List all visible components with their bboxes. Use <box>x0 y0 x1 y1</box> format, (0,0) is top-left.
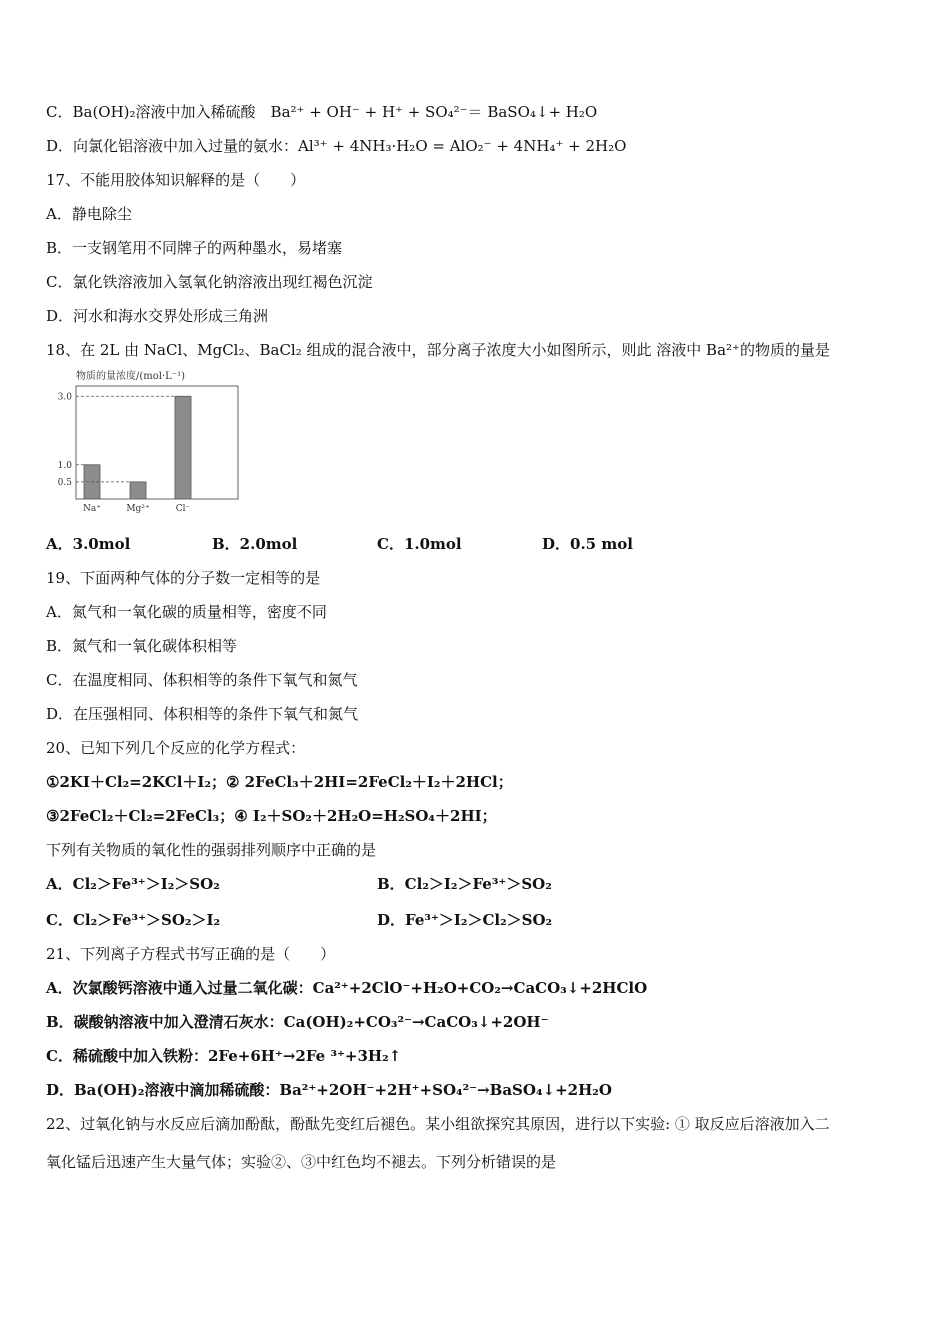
q17-option-d: D．河水和海水交界处形成三角洲 <box>46 307 269 325</box>
q16-option-d: D．向氯化铝溶液中加入过量的氨水：Al³⁺ + 4NH₃·H₂O = AlO₂⁻ + 4NH₄⁺ + 2H₂O <box>46 137 627 155</box>
q19-option-b: B．氮气和一氧化碳体积相等 <box>46 637 238 655</box>
q20-option-d: D．Fe³⁺＞I₂＞Cl₂＞SO₂ <box>377 911 553 929</box>
y-tick-label: 0.5 <box>57 477 72 488</box>
q21-option-c: C．稀硫酸中加入铁粉：2Fe+6H⁺→2Fe ³⁺+3H₂↑ <box>46 1047 402 1065</box>
q22-stem-2: 氧化锰后迅速产生大量气体；实验②、③中红色均不褪去。下列分析错误的是 <box>46 1153 557 1171</box>
q19-option-d: D．在压强相同、体积相等的条件下氧气和氮气 <box>46 705 359 723</box>
q20-option-a: A．Cl₂＞Fe³⁺＞I₂＞SO₂ <box>46 875 220 893</box>
q20-option-c: C．Cl₂＞Fe³⁺＞SO₂＞I₂ <box>46 911 221 929</box>
ion-concentration-chart <box>40 366 250 518</box>
category-label: Mg²⁺ <box>126 504 150 514</box>
y-tick-label: 1.0 <box>57 460 72 471</box>
q18-stem: 18、在 2L 由 NaCl、MgCl₂、BaCl₂ 组成的混合液中，部分离子浓度大小如图所示，则此 溶液中 Ba²⁺的物质的量是 <box>46 341 830 359</box>
q17-option-a: A．静电除尘 <box>46 205 132 223</box>
q19-stem: 19、下面两种气体的分子数一定相等的是 <box>46 569 321 587</box>
q18-option-a: A．3.0mol <box>46 535 131 553</box>
q22-stem-1: 22、过氧化钠与水反应后滴加酚酞，酚酞先变红后褪色。某小组欲探究其原因，进行以下实验: ① 取反应后溶液加入二 <box>46 1115 830 1133</box>
q17-option-b: B．一支钢笔用不同牌子的两种墨水，易堵塞 <box>46 239 343 257</box>
q17-option-c: C．氯化铁溶液加入氢氧化钠溶液出现红褐色沉淀 <box>46 273 373 291</box>
q21-stem: 21、下列离子方程式书写正确的是（ ） <box>46 945 336 963</box>
q20-reactions-2: ③2FeCl₂＋Cl₂=2FeCl₃；④ I₂＋SO₂＋2H₂O=H₂SO₄＋2HI； <box>46 807 497 825</box>
category-label: Na⁺ <box>83 504 101 514</box>
q20-stem: 20、已知下列几个反应的化学方程式： <box>46 739 306 757</box>
chart-title: 物质的量浓度/(mol·L⁻¹) <box>76 371 185 382</box>
category-label: Cl⁻ <box>175 504 191 514</box>
bar-1 <box>130 482 146 499</box>
q20-question: 下列有关物质的氧化性的强弱排列顺序中正确的是 <box>46 841 377 859</box>
y-tick-label: 3.0 <box>57 392 72 403</box>
q21-option-a: A．次氯酸钙溶液中通入过量二氧化碳：Ca²⁺+2ClO⁻+H₂O+CO₂→CaCO₃↓+2HClO <box>46 979 648 997</box>
q18-option-d: D．0.5 mol <box>542 535 633 553</box>
q18-option-c: C．1.0mol <box>377 535 462 553</box>
q18-option-b: B．2.0mol <box>212 535 298 553</box>
q21-option-d: D．Ba(OH)₂溶液中滴加稀硫酸：Ba²⁺+2OH⁻+2H⁺+SO₄²⁻→BaSO₄↓+2H₂O <box>46 1081 612 1099</box>
q20-option-b: B．Cl₂＞I₂＞Fe³⁺＞SO₂ <box>377 875 552 893</box>
q20-reactions-1: ①2KI＋Cl₂=2KCl＋I₂；② 2FeCl₃＋2HI=2FeCl₂＋I₂＋2HCl； <box>46 773 513 791</box>
q16-option-c: C．Ba(OH)₂溶液中加入稀硫酸 Ba²⁺ + OH⁻ + H⁺ + SO₄²⁻＝ BaSO₄↓+ H₂O <box>46 103 598 121</box>
q19-option-a: A．氮气和一氧化碳的质量相等，密度不同 <box>46 603 327 621</box>
q21-option-b: B．碳酸钠溶液中加入澄清石灰水：Ca(OH)₂+CO₃²⁻→CaCO₃↓+2OH⁻ <box>46 1013 549 1031</box>
q17-stem: 17、不能用胶体知识解释的是（ ） <box>46 171 306 189</box>
q19-option-c: C．在温度相同、体积相等的条件下氧气和氮气 <box>46 671 358 689</box>
bar-2 <box>175 396 191 499</box>
